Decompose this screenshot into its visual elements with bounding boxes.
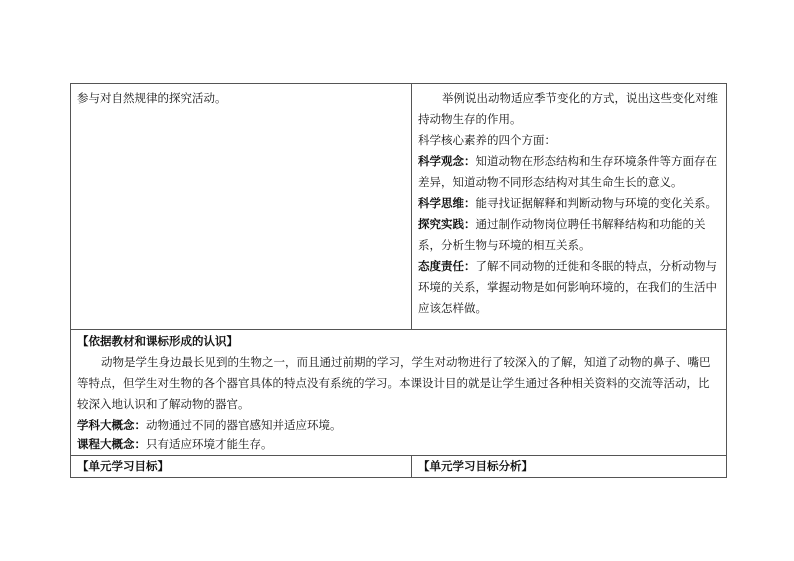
lesson-plan-table xyxy=(70,83,727,478)
core-item-2 xyxy=(418,193,720,214)
core-item-text: 通过制作动物岗位聘任书解释结构和功能的关系，分析生物与环境的相互关系。 xyxy=(418,217,706,252)
course-concept-label: 课程大概念： xyxy=(77,437,146,451)
core-item-1 xyxy=(418,151,720,193)
objectives-row xyxy=(71,84,726,330)
course-concept-text: 只有适应环境才能生存。 xyxy=(146,437,273,451)
unit-goals-analysis-heading: 【单元学习目标分析】 xyxy=(418,459,533,473)
intro-text: 举例说出动物适应季节变化的方式，说出这些变化对维持动物生存的作用。 xyxy=(418,91,718,126)
top-left-cell xyxy=(71,84,412,329)
unit-goals-heading: 【单元学习目标】 xyxy=(77,459,169,473)
core-item-text: 能寻找证据解释和判断动物与环境的变化关系。 xyxy=(475,196,717,210)
core-item-3 xyxy=(418,214,720,256)
core-title: 科学核心素养的四个方面： xyxy=(418,133,556,147)
basis-paragraph: 动物是学生身边最长见到的生物之一，而且通过前期的学习，学生对动物进行了较深入的了解，知道了动物的鼻子、嘴巴等特点，但学生对生物的各个器官具体的特点没有系统的学习。本课设计目的就是让学生通过各种相关资料的交流等活动，比较深入地认识和了解动物的器官。 xyxy=(77,355,711,411)
core-item-text: 了解不同动物的迁徙和冬眠的特点，分析动物与环境的关系，掌握动物是如何影响环境的，在我们的生活中应该怎样做。 xyxy=(418,259,717,315)
basis-cell xyxy=(71,330,726,455)
subject-concept-text: 动物通过不同的器官感知并适应环境。 xyxy=(146,418,342,432)
core-item-label: 科学思维： xyxy=(418,196,476,210)
top-right-cell xyxy=(412,84,726,329)
unit-goals-cell xyxy=(71,456,412,477)
basis-heading: 【依据教材和课标形成的认识】 xyxy=(77,334,238,348)
core-item-label: 科学观念： xyxy=(418,154,476,168)
course-concept xyxy=(77,436,720,453)
core-item-4 xyxy=(418,256,720,319)
top-left-text: 参与对自然规律的探究活动。 xyxy=(77,91,227,105)
subject-concept-label: 学科大概念： xyxy=(77,418,146,432)
core-item-label: 态度责任： xyxy=(418,259,476,273)
basis-row xyxy=(71,330,726,456)
core-item-label: 探究实践： xyxy=(418,217,476,231)
unit-goals-header-row xyxy=(71,456,726,477)
core-item-text: 知道动物在形态结构和生存环境条件等方面存在差异，知道动物不同形态结构对其生命生长的意义。 xyxy=(418,154,717,189)
subject-concept xyxy=(77,415,720,436)
unit-goals-analysis-cell xyxy=(412,456,726,477)
